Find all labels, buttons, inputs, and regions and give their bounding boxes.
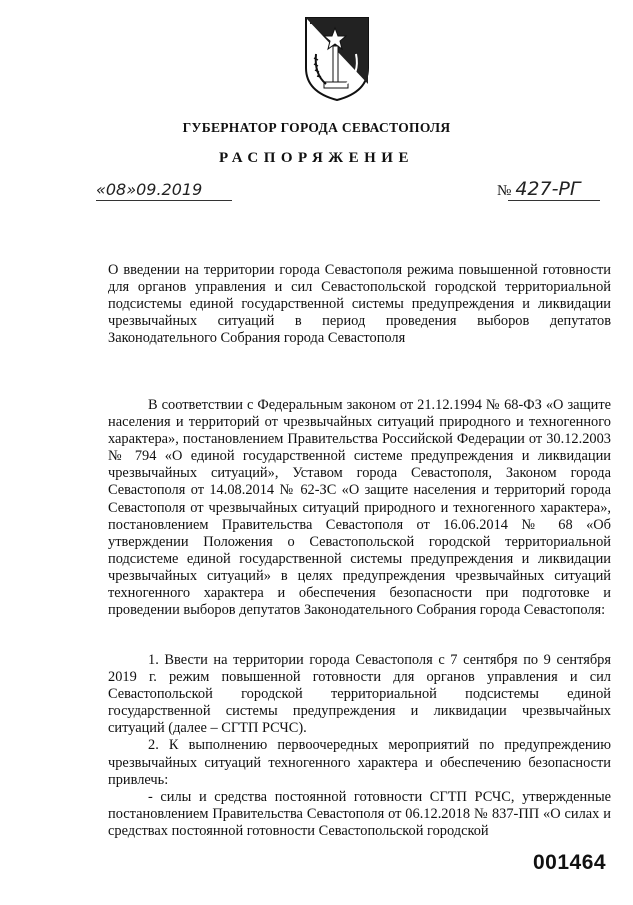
preamble (108, 397, 611, 619)
number-value: 427-РГ (515, 178, 581, 200)
list-item: 2. К выполнению первоочередных мероприятий по предупреждению чрезвычайных ситуаций техногенного характера и обеспечению безопасности привлечь: (108, 737, 611, 788)
coat-of-arms-icon (302, 14, 372, 102)
list-item: - силы и средства постоянной готовности СГТП РСЧС, утвержденные постановлением Правительства Севастополя от 06.12.2018 № 837-ПП «О силах и средствах постоянной готовности Севастопольской городской (108, 788, 611, 839)
date-underline (96, 200, 232, 201)
list-item: 1. Ввести на территории города Севастополя с 7 сентября по 9 сентября 2019 г. режим повышенной готовности для органов управления и сил Севастопольской городской территориальной подсистемы единой государственной системы предупреждения и ликвидации чрезвычайных ситуаций (далее – СГТП РСЧС). (108, 652, 611, 737)
governor-title: ГУБЕРНАТОР ГОРОДА СЕВАСТОПОЛЯ (182, 120, 451, 135)
document-date: «08»09.2019 (96, 180, 203, 199)
document-number (497, 178, 580, 200)
number-underline (508, 200, 600, 201)
document-subject: О введении на территории города Севастополя режима повышенной готовности для органов управления и сил Севастопольской городской территориальной подсистемы единой государственной системы предупреждения и ликвидации чрезвычайных ситуаций в период проведения выборов депутатов Законодательного Собрания города Севастополя (108, 262, 611, 347)
number-sign: № (497, 183, 512, 199)
document-type: РАСПОРЯЖЕНИЕ (219, 150, 414, 166)
items-list (108, 652, 611, 840)
preamble-text: В соответствии с Федеральным законом от 21.12.1994 № 68-ФЗ «О защите населения и территорий от чрезвычайных ситуаций природного и техногенного характера», постановлением Правительства Российской Федерации от 30.12.2003 № 794 «О единой государственной системе предупреждения и ликвидации чрезвычайных ситуаций», Уставом города Севастополя, Законом города Севастополя от 14.08.2014 № 62-ЗС «О защите населения и территорий города Севастополя от чрезвычайных ситуаций природного и техногенного характера», постановлением Правительства Севастополя от 16.06.2014 № 68 «Об утверждении Положения о Севастопольской городской территориальной подсистеме единой государственной системы предупреждения и ликвидации чрезвычайных ситуаций» в целях предупреждения чрезвычайных ситуаций техногенного характера и обеспечения безопасности при подготовке и проведении выборов депутатов Законодательного Собрания города Севастополя: (108, 397, 611, 619)
serial-number: 001464 (533, 851, 607, 874)
